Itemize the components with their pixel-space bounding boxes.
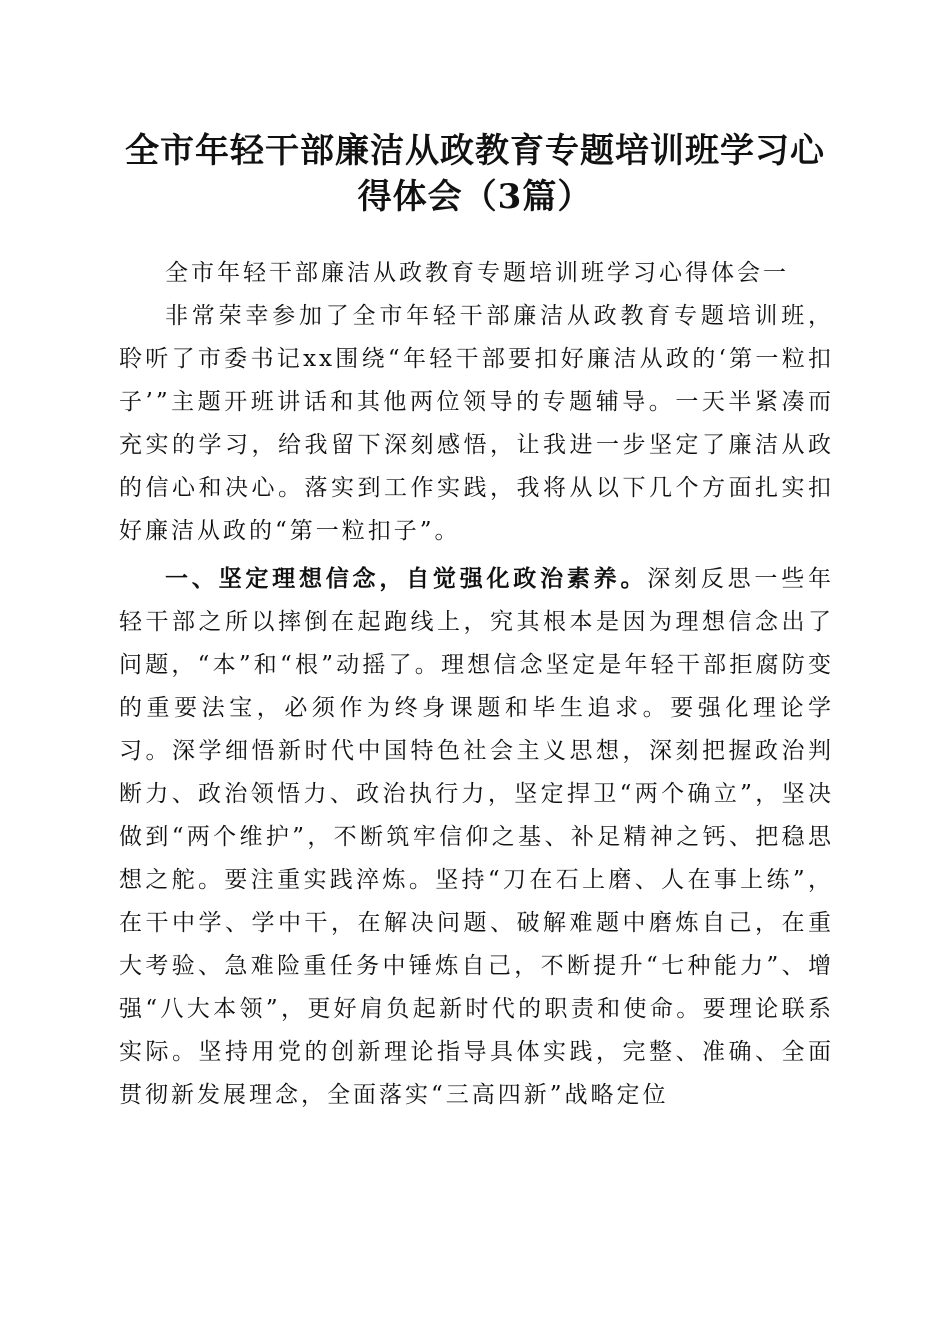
title-line-2: 得体会（3篇） — [357, 177, 593, 217]
title-line-1: 全市年轻干部廉洁从政教育专题培训班学习心 — [125, 131, 825, 171]
document-body — [119, 252, 834, 1117]
document-title — [100, 128, 850, 220]
intro-paragraph: 非常荣幸参加了全市年轻干部廉洁从政教育专题培训班，聆听了市委书记xx围绕“年轻干部要扣好廉洁从政的‘第一粒扣子’”主题开班讲话和其他两位领导的专题辅导。一天半紧凑而充实的学习，给我留下深刻感悟，让我进一步坚定了廉洁从政的信心和决心。落实到工作实践，我将从以下几个方面扎实扣好廉洁从政的“第一粒扣子”。 — [119, 303, 834, 544]
section-1-paragraph — [119, 557, 834, 1117]
section-1-body: 深刻反思一些年轻干部之所以摔倒在起跑线上，究其根本是因为理想信念出了问题，“本”和“根”动摇了。理想信念坚定是年轻干部拒腐防变的重要法宝，必须作为终身课题和毕生追求。要强化理论学习。深学细悟新时代中国特色社会主义思想，深刻把握政治判断力、政治领悟力、政治执行力，坚定捍卫“两个确立”，坚决做到“两个维护”，不断筑牢信仰之基、补足精神之钙、把稳思想之舵。要注重实践淬炼。坚持“刀在石上磨、人在事上练”，在干中学、学中干，在解决问题、破解难题中磨炼自己，在重大考验、急难险重任务中锤炼自己，不断提升“七种能力”、增强“八大本领”，更好肩负起新时代的职责和使命。要理论联系实际。坚持用党的创新理论指导具体实践，完整、准确、全面贯彻新发展理念，全面落实“三高四新”战略定位 — [119, 566, 835, 1108]
article-subtitle: 全市年轻干部廉洁从政教育专题培训班学习心得体会一 — [165, 260, 789, 286]
section-1-heading: 一、坚定理想信念，自觉强化政治素养。 — [165, 565, 648, 592]
